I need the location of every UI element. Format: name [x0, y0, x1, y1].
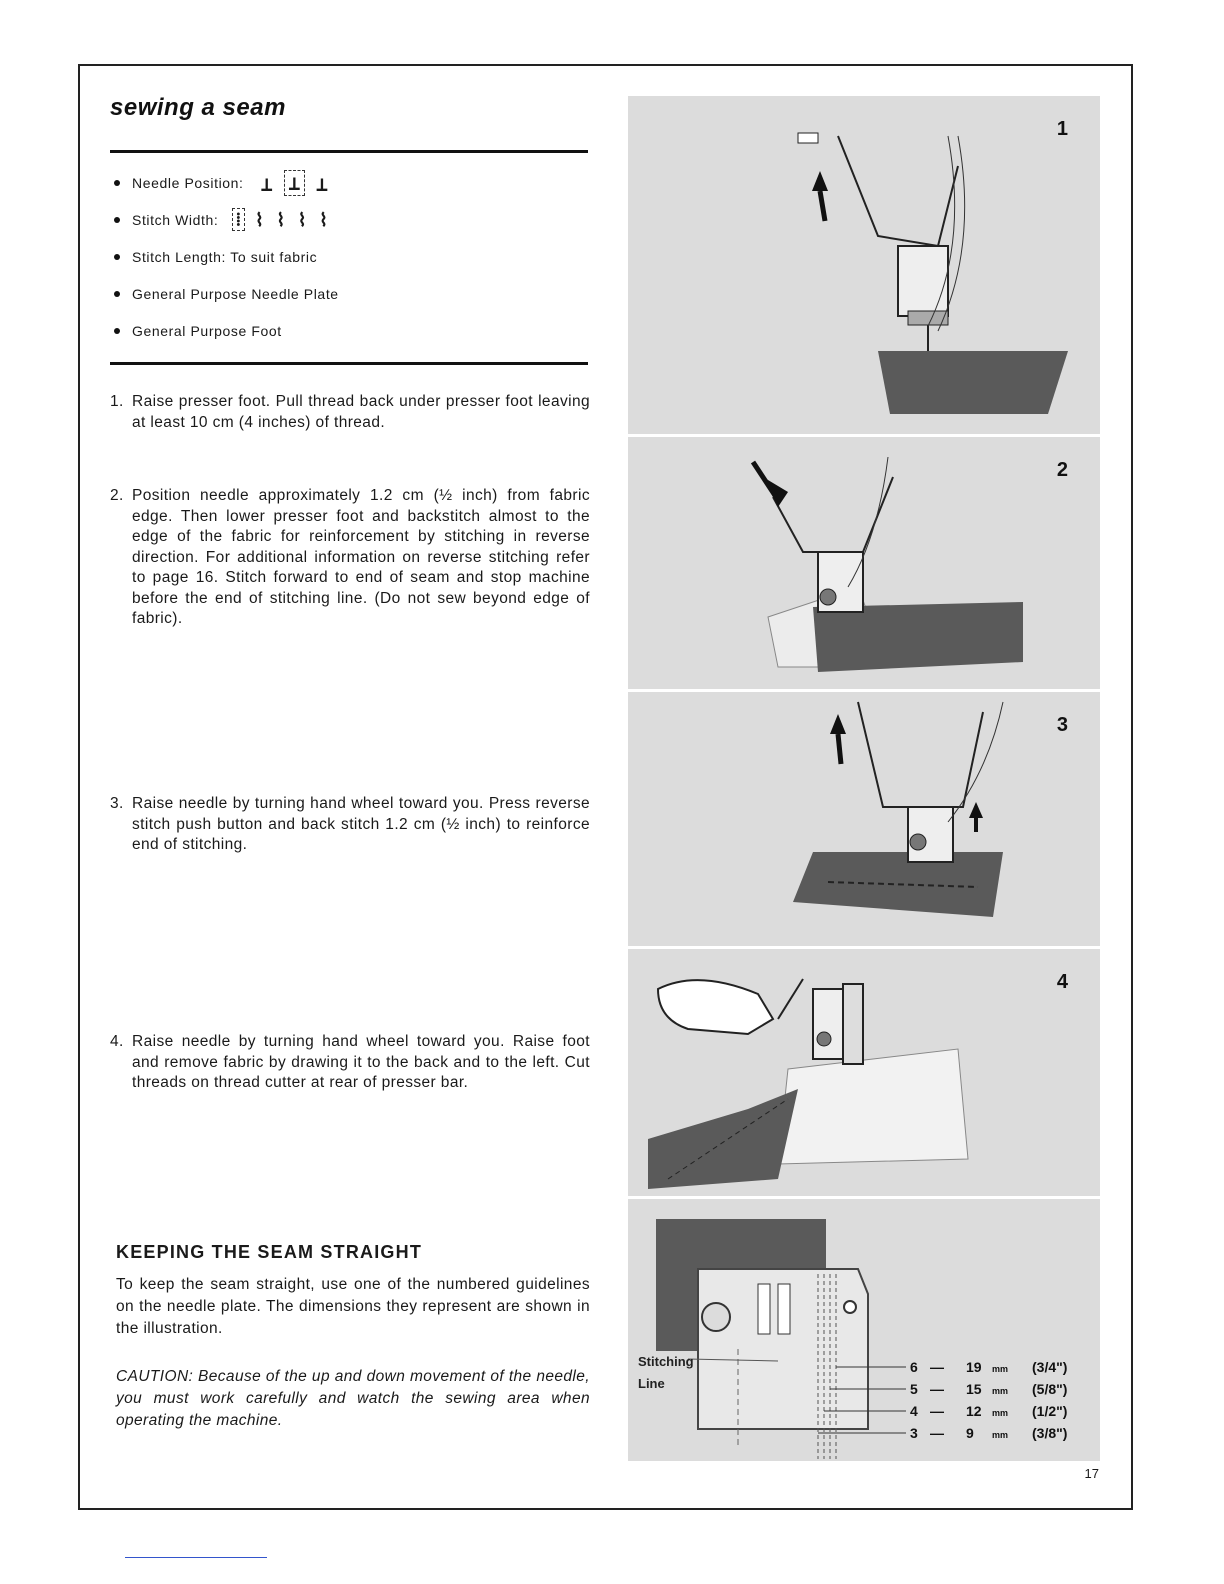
guide-5-unit: mm: [992, 1386, 1009, 1396]
guide-6-unit: mm: [992, 1364, 1009, 1374]
panel-number: 4: [1056, 971, 1068, 993]
bullet-icon: [114, 217, 120, 223]
text-column: [110, 94, 590, 1429]
setting-label: General Purpose Foot: [132, 322, 282, 339]
guide-4-unit: mm: [992, 1408, 1009, 1418]
guide-3-unit: mm: [992, 1430, 1009, 1440]
step-number: 2.: [110, 487, 124, 504]
step-text: Raise needle by turning hand wheel toward you. Raise foot and remove fabric by drawing it to the back and to the left. Cut threads on thread cutter at rear of presser bar.: [132, 1033, 590, 1091]
setting-needle-plate: [110, 275, 590, 312]
line-label: Line: [638, 1376, 665, 1391]
step-1: [110, 392, 590, 433]
raise-presser-foot-illustration: [628, 96, 1100, 434]
setting-label: Needle Position:: [132, 174, 244, 191]
needle-plate-panel: [628, 1199, 1100, 1461]
bullet-icon: [114, 254, 120, 260]
step-text: Raise needle by turning hand wheel toward you. Press reverse stitch push button and back stitch 1.2 cm (½ inch) to reinforce end of stitching.: [132, 795, 590, 853]
bottom-rule: [110, 362, 588, 365]
illustration-panel-2: [628, 437, 1100, 689]
step-2: [110, 486, 590, 630]
guide-6-inch: (3/4"): [1032, 1359, 1068, 1375]
page-number: 17: [1084, 1466, 1099, 1481]
setting-needle-position: [110, 164, 590, 201]
bullet-icon: [114, 291, 120, 297]
keeping-text: To keep the seam straight, use one of the numbered guidelines on the needle plate. The dimensions they represent are shown in the illustration.: [116, 1276, 590, 1337]
setting-label: General Purpose Needle Plate: [132, 285, 339, 302]
illustration-panel-4: [628, 949, 1100, 1196]
stitch-width-symbols: [232, 208, 330, 231]
step-3: [110, 794, 590, 856]
needle-right-icon: ⊥: [315, 171, 329, 196]
needle-left-icon: ⊥: [260, 171, 274, 196]
setting-label: Stitch Length: To suit fabric: [132, 248, 318, 265]
page-frame: [78, 64, 1133, 1510]
stitch-width-3-icon: ⌇: [297, 210, 308, 231]
illustration-panel-3: [628, 692, 1100, 946]
setting-label: Stitch Width:: [132, 211, 219, 228]
stitch-width-0-icon: ⁞: [232, 208, 245, 231]
guide-4-mm: 12: [966, 1403, 982, 1419]
guide-5-dash: —: [930, 1381, 944, 1397]
guide-3-num: 3: [910, 1425, 918, 1441]
step-text: Raise presser foot. Pull thread back under presser foot leaving at least 10 cm (4 inches) of thread.: [132, 393, 590, 431]
stitching-label: Stitching: [638, 1354, 694, 1369]
guide-4-num: 4: [910, 1403, 918, 1419]
stitch-width-4-icon: ⌇: [319, 210, 329, 231]
step-text: Position needle approximately 1.2 cm (½ inch) from fabric edge. Then lower presser foot and backstitch almost to the edge of the fabric for reinforcement by stitching in reverse direction. For additional information on reverse stitching refer to page 16. Stitch forward to end of seam and stop machine before the end of stitching line. (Do not sew beyond edge of fabric).: [132, 487, 590, 627]
guide-5-inch: (5/8"): [1032, 1381, 1068, 1397]
setting-stitch-length: [110, 238, 590, 275]
top-rule: [110, 150, 588, 153]
setting-stitch-width: [110, 201, 590, 238]
step-4: [110, 1032, 590, 1094]
panel-number: 1: [1056, 118, 1068, 140]
guide-4-inch: (1/2"): [1032, 1403, 1068, 1419]
position-needle-illustration: [628, 437, 1100, 689]
reverse-stitch-illustration: [628, 692, 1100, 946]
needle-position-symbols: [258, 170, 332, 196]
setting-foot: [110, 312, 590, 349]
step-number: 3.: [110, 795, 124, 812]
settings-list: [110, 164, 590, 349]
guide-5-mm: 15: [966, 1381, 982, 1397]
bullet-icon: [114, 328, 120, 334]
illustration-panel-1: [628, 96, 1100, 434]
needle-center-icon: ⊥: [284, 170, 305, 196]
guide-3-mm: 9: [966, 1425, 974, 1441]
guide-6-dash: —: [930, 1359, 944, 1375]
step-number: 1.: [110, 393, 124, 410]
guide-5-num: 5: [910, 1381, 918, 1397]
footer-link-rule: [125, 1557, 267, 1558]
guide-6-mm: 19: [966, 1359, 982, 1375]
panel-number: 2: [1056, 459, 1068, 481]
step-number: 4.: [110, 1033, 124, 1050]
panel-number: 3: [1056, 714, 1068, 736]
stitch-width-1-icon: ⌇: [255, 210, 265, 231]
remove-fabric-illustration: [628, 949, 1100, 1196]
bullet-icon: [114, 180, 120, 186]
stitch-width-2-icon: ⌇: [276, 210, 286, 231]
guide-4-dash: —: [930, 1403, 944, 1419]
guide-3-dash: —: [930, 1425, 944, 1441]
guide-6-num: 6: [910, 1359, 918, 1375]
keeping-heading: KEEPING THE SEAM STRAIGHT: [116, 1242, 423, 1262]
needle-plate-illustration: [628, 1199, 1100, 1461]
page-title: sewing a seam: [110, 94, 286, 121]
guide-3-inch: (3/8"): [1032, 1425, 1068, 1441]
caution-text: CAUTION: Because of the up and down movement of the needle, you must work carefully and watch the sewing area when operating the machine.: [116, 1368, 590, 1429]
